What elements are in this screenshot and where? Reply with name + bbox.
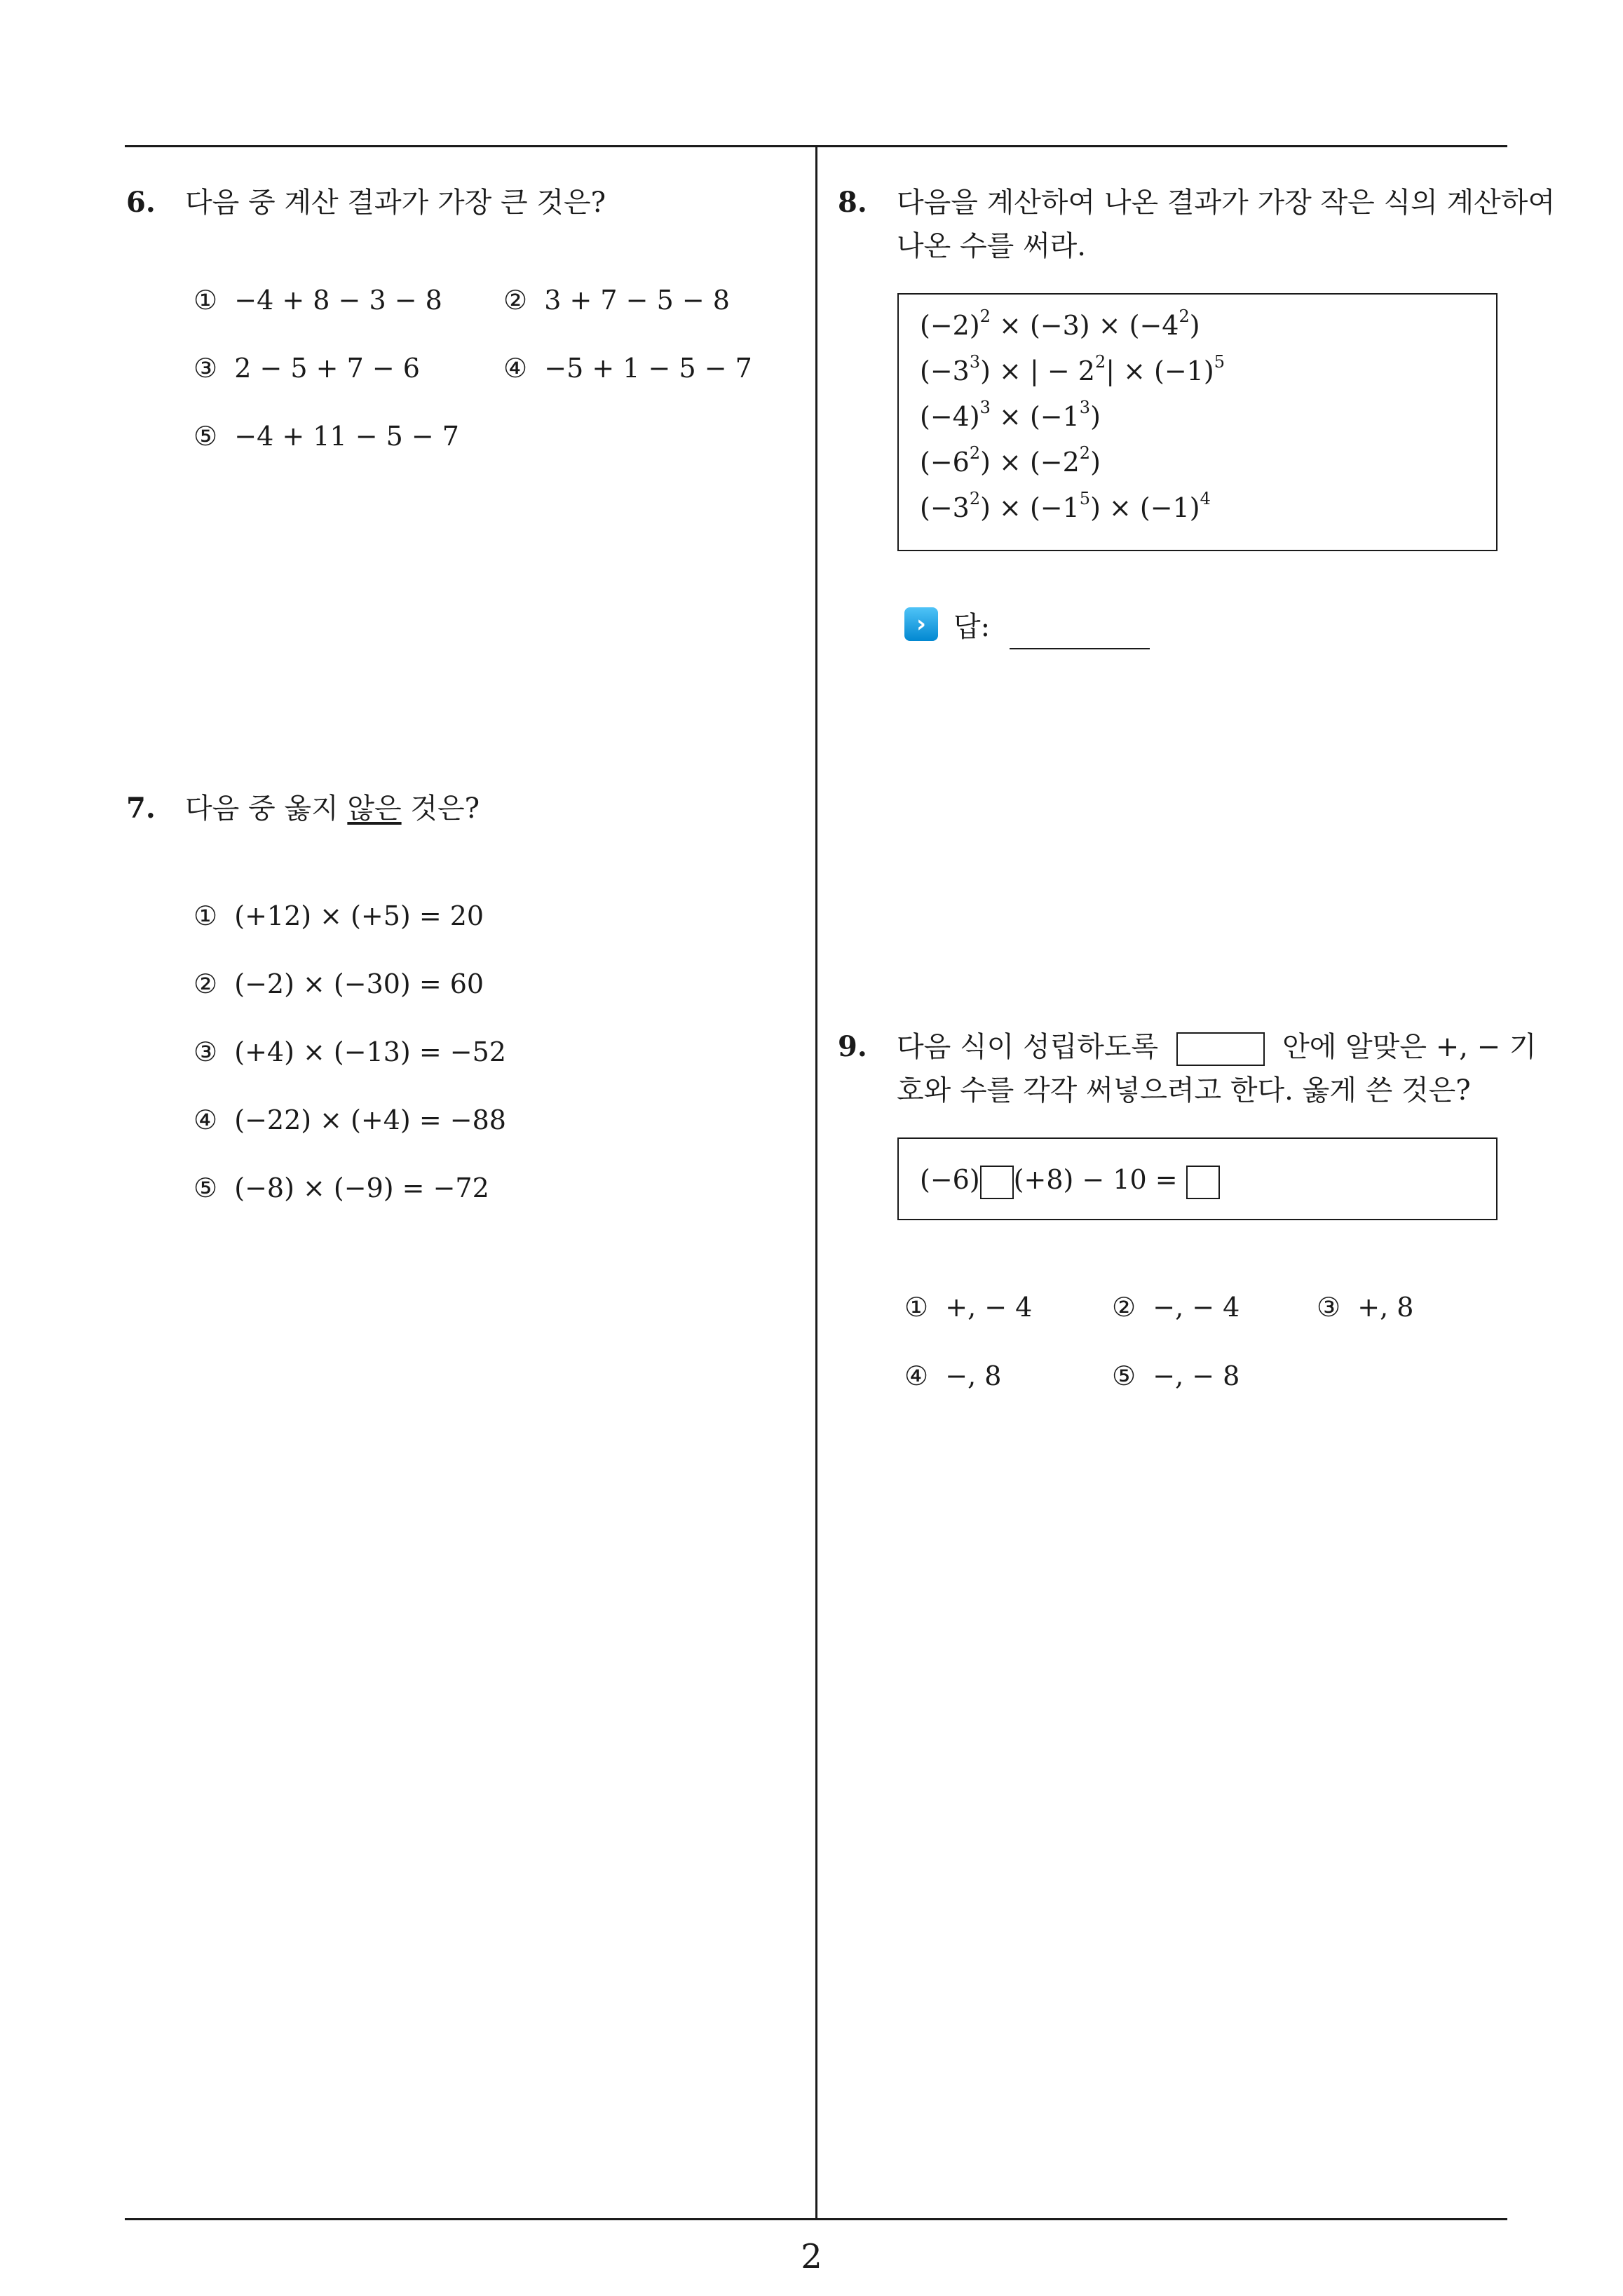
option-marker: ①: [193, 900, 218, 931]
question-text: [185, 787, 480, 830]
question-text-line-1: [897, 1025, 1537, 1069]
q9-option-5[interactable]: [1112, 1360, 1240, 1391]
option-expr: −4 + 8 − 3 − 8: [234, 285, 442, 316]
text-part: 것은?: [401, 792, 480, 825]
option-expr: (−22) × (+4) = −88: [234, 1105, 506, 1135]
q9-option-3[interactable]: [1317, 1292, 1413, 1323]
option-marker: ④: [503, 353, 528, 384]
option-expr: +, 8: [1357, 1292, 1414, 1323]
q6-option-2[interactable]: [503, 285, 730, 316]
option-marker: ①: [193, 285, 218, 316]
q7-option-1[interactable]: [193, 900, 484, 931]
option-marker: ①: [904, 1292, 929, 1323]
answer-label: 답:: [953, 611, 991, 643]
q7-option-4[interactable]: [193, 1105, 506, 1135]
q7-option-3[interactable]: [193, 1036, 506, 1067]
question-6: [126, 181, 799, 230]
equation-box: [897, 1137, 1498, 1220]
option-expr: +, − 4: [945, 1292, 1033, 1323]
q6-option-5[interactable]: [193, 421, 459, 452]
expression-1: $(-2)^2 \times (-3) \times (-4^2)$: [920, 306, 1200, 341]
option-marker: ⑤: [193, 1173, 218, 1203]
expression-box: [897, 293, 1498, 551]
text-part: 안에 알맞은 +, − 기: [1282, 1031, 1537, 1063]
option-expr: (−8) × (−9) = −72: [234, 1173, 489, 1203]
option-expr: −, − 8: [1153, 1360, 1240, 1391]
option-expr: −, − 4: [1153, 1292, 1240, 1323]
expression-3: $(-4)^3 \times (-1^3)$: [920, 398, 1101, 432]
option-marker: ③: [193, 1036, 218, 1067]
option-expr: (+12) × (+5) = 20: [234, 900, 484, 931]
underlined-word: 않은: [347, 792, 402, 825]
q6-option-4[interactable]: [503, 353, 752, 384]
option-expr: 2 − 5 + 7 − 6: [234, 353, 420, 384]
question-text: 다음 중 계산 결과가 가장 큰 것은?: [185, 187, 606, 219]
option-marker: ②: [193, 968, 218, 999]
q9-option-4[interactable]: [904, 1360, 1001, 1391]
expression-4: $(-6^2) \times (-2^2)$: [920, 443, 1101, 478]
option-marker: ⑤: [1112, 1360, 1136, 1391]
question-8: [838, 181, 1556, 268]
question-7: [126, 787, 799, 836]
option-marker: ②: [1112, 1292, 1136, 1323]
result-blank[interactable]: [1186, 1166, 1220, 1199]
answer-blank[interactable]: [1010, 648, 1150, 649]
option-expr: −5 + 1 − 5 − 7: [544, 353, 752, 384]
option-expr: (−2) × (−30) = 60: [234, 968, 484, 999]
chevron-right-icon: ›: [904, 607, 938, 641]
option-marker: ②: [503, 285, 528, 316]
q7-option-5[interactable]: [193, 1173, 489, 1203]
text-part: 다음 중 옳지: [185, 792, 348, 825]
question-number: 8.: [838, 186, 867, 219]
sign-blank[interactable]: [980, 1166, 1014, 1199]
question-text-line-1: 다음을 계산하여 나온 결과가 가장 작은 식의 계산하여: [897, 187, 1556, 219]
equation-part: (−6): [920, 1164, 980, 1195]
column-divider: [815, 145, 817, 2220]
expression-2: $(-3^3)$ × | − $2^2| \times (-1)^5$: [920, 352, 1225, 386]
blank-box: [1176, 1032, 1265, 1066]
option-expr: −4 + 11 − 5 − 7: [234, 421, 459, 452]
option-marker: ④: [193, 1105, 218, 1135]
text-part: 다음 식이 성립하도록: [897, 1031, 1159, 1063]
question-number: 7.: [126, 792, 156, 825]
option-marker: ⑤: [193, 421, 218, 452]
page-number: 2: [801, 2237, 822, 2276]
question-number: 9.: [838, 1030, 867, 1063]
question-text-line-2: 나온 수를 써라.: [897, 230, 1086, 262]
option-marker: ④: [904, 1360, 929, 1391]
q9-option-2[interactable]: [1112, 1292, 1240, 1323]
question-number: 6.: [126, 186, 156, 219]
option-expr: 3 + 7 − 5 − 8: [544, 285, 730, 316]
q9-option-1[interactable]: [904, 1292, 1032, 1323]
expression-5: $(-3^2) \times (-1^5) \times (-1)^4$: [920, 489, 1211, 523]
bottom-rule: [125, 2218, 1507, 2220]
option-marker: ③: [1317, 1292, 1341, 1323]
question-9: [838, 1025, 1537, 1112]
equation-part: (+8) − 10 =: [1013, 1164, 1178, 1195]
option-expr: (+4) × (−13) = −52: [234, 1036, 506, 1067]
q6-option-1[interactable]: [193, 285, 442, 316]
q6-option-3[interactable]: [193, 353, 420, 384]
option-expr: −, 8: [945, 1360, 1002, 1391]
question-text-line-2: 호와 수를 각각 써넣으려고 한다. 옳게 쓴 것은?: [897, 1074, 1471, 1107]
equation: [920, 1164, 1220, 1199]
q7-option-2[interactable]: [193, 968, 484, 999]
option-marker: ③: [193, 353, 218, 384]
